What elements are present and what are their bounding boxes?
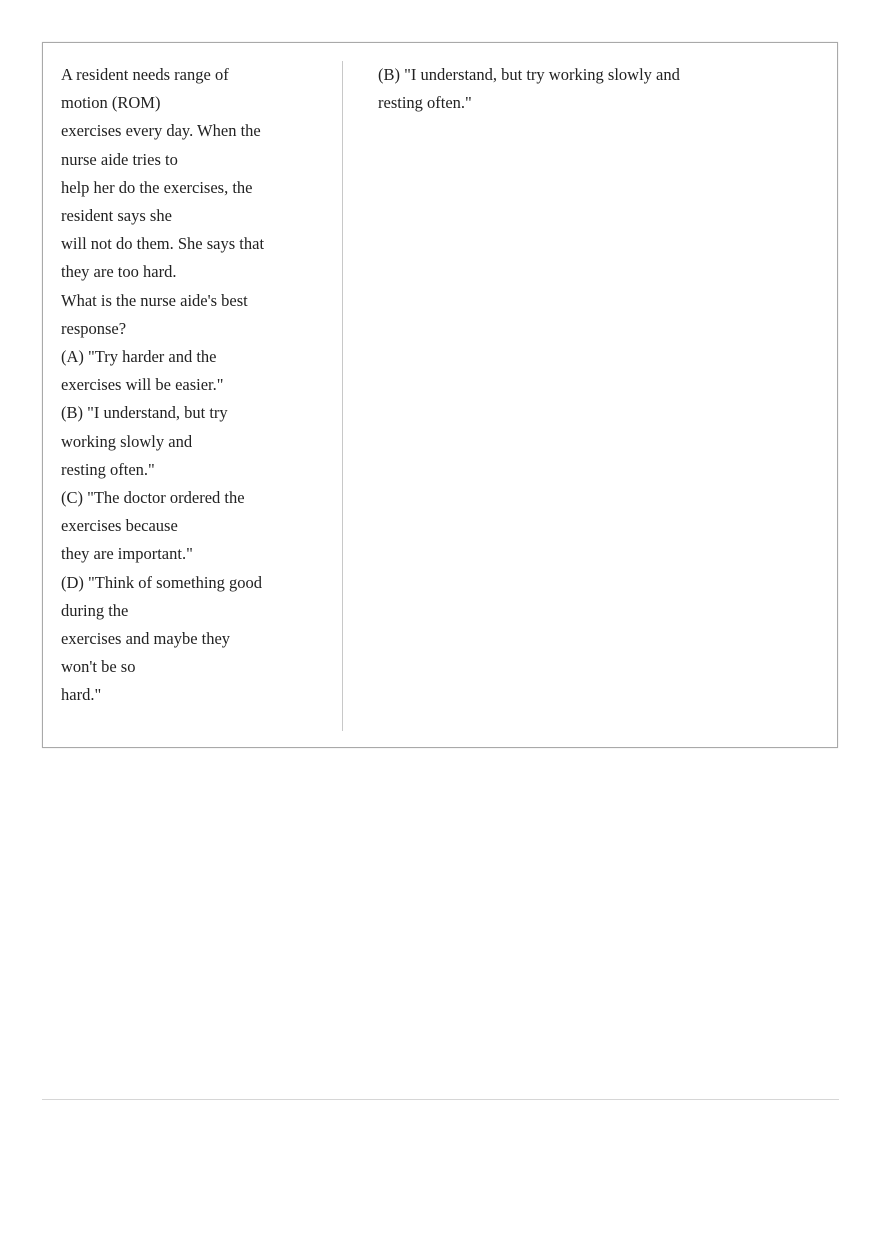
answer-line: (B) "I understand, but try working slowly and [378,65,680,84]
option-b-line: working slowly and [61,431,193,451]
footer-divider [42,1099,839,1100]
question-line: response? [61,318,127,338]
option-a-line: (A) "Try harder and the [61,347,217,367]
question-line: exercises every day. When the [61,121,261,141]
question-line: will not do them. She says that [61,234,265,254]
option-c-line: (C) "The doctor ordered the [61,488,245,508]
question-line: A resident needs range of [61,65,229,84]
option-d-line: (D) "Think of something good [61,572,263,592]
option-a-line: exercises will be easier." [61,375,224,395]
option-d-line: during the [61,600,129,620]
question-line: help her do the exercises, the [61,177,253,197]
answer-column [378,61,808,117]
question-line: nurse aide tries to [61,149,178,169]
question-column [61,61,343,731]
option-d-line: exercises and maybe they [61,629,231,649]
option-c-line: they are important." [61,544,193,564]
option-b-line: resting often." [61,459,155,479]
option-b-line: (B) "I understand, but try [61,403,228,423]
question-line: resident says she [61,206,172,226]
option-c-line: exercises because [61,516,178,536]
question-line: motion (ROM) [61,93,161,113]
flashcard [42,42,838,748]
question-line: they are too hard. [61,262,177,282]
question-line: What is the nurse aide's best [61,290,248,310]
option-d-line: won't be so [61,657,136,677]
option-d-line: hard." [61,685,102,705]
answer-line: resting often." [378,93,472,113]
